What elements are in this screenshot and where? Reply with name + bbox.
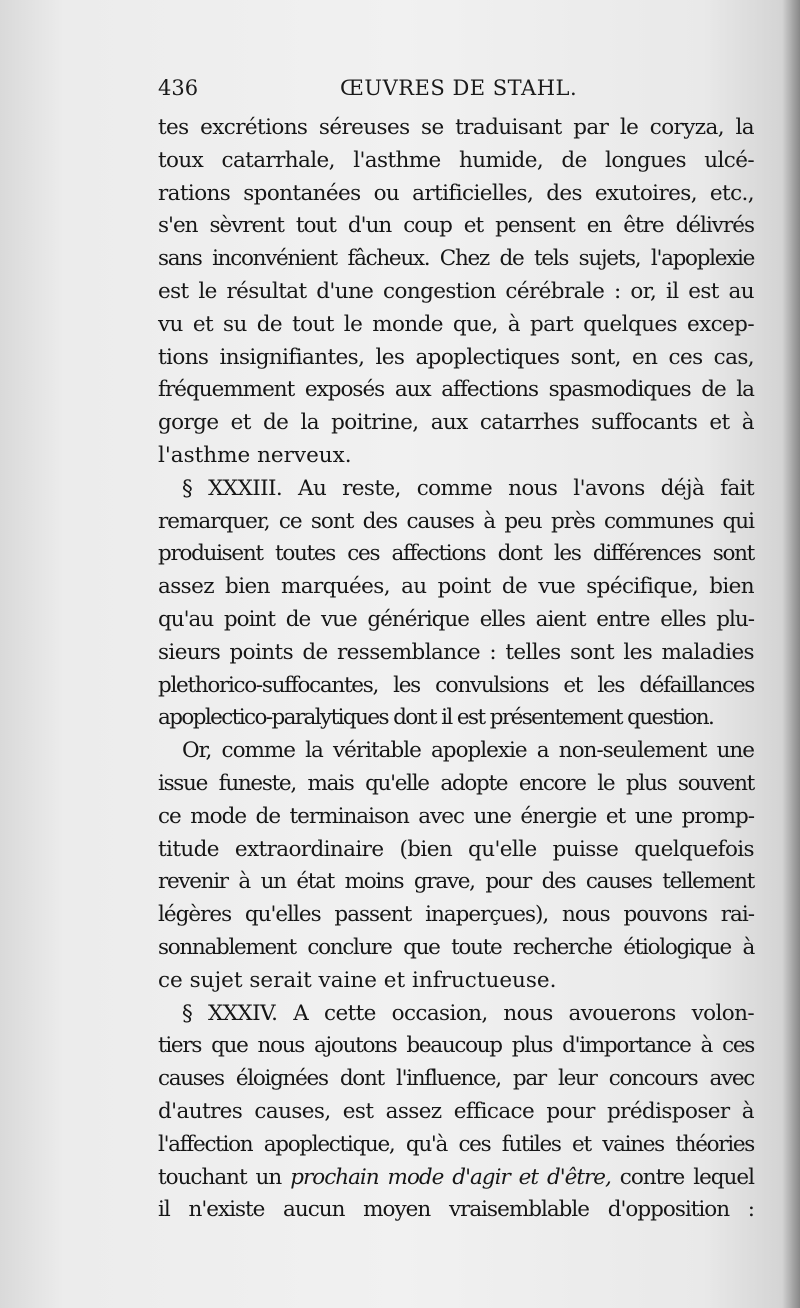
text-line: sans inconvénient fâcheux. Chez de tels sujets, l'apoplexie <box>158 246 754 272</box>
text-line: causes éloignées dont l'influence, par leur concours avec <box>158 1066 754 1092</box>
text-line: d'autres causes, est assez efficace pour prédisposer à <box>158 1098 754 1124</box>
text-line: tes excrétions séreuses se traduisant par le coryza, la <box>158 115 754 140</box>
text-line: produisent toutes ces affections dont les différences sont <box>158 541 754 567</box>
text-line: ce mode de terminaison avec une énergie et une promp- <box>158 803 754 829</box>
text-segment: touchant un <box>158 1164 291 1190</box>
text-line: s'en sèvrent tout d'un coup et pensent en être délivrés <box>158 213 754 239</box>
text-line: assez bien marquées, au point de vue spécifique, bien <box>158 574 754 600</box>
text-segment: contre lequel <box>610 1164 755 1190</box>
text-line: il n'existe aucun moyen vraisemblable d'opposition : <box>158 1197 754 1223</box>
italic-phrase: prochain mode d'agir et d'être, <box>290 1164 611 1190</box>
text-line: sonnablement conclure que toute recherche étiologique à <box>158 934 754 960</box>
text-line: est le résultat d'une congestion cérébrale : or, il est au <box>158 278 754 304</box>
text-line: tions insignifiantes, les apoplectiques sont, en ces cas, <box>158 344 754 370</box>
text-line: toux catarrhale, l'asthme humide, de longues ulcé- <box>158 147 754 173</box>
text-line: l'affection apoplectique, qu'à ces futiles et vaines théories <box>158 1131 754 1157</box>
text-line: vu et su de tout le monde que, à part quelques excep- <box>158 311 754 337</box>
text-line: § XXXIII. Au reste, comme nous l'avons déjà fait <box>182 475 754 501</box>
text-line: issue funeste, mais qu'elle adopte encore le plus souvent <box>158 770 754 796</box>
text-line: sieurs points de ressemblance : telles sont les maladies <box>158 639 754 665</box>
text-line: fréquemment exposés aux affections spasmodiques de la <box>158 377 754 403</box>
text-line: remarquer, ce sont des causes à peu près communes qui <box>158 508 754 534</box>
text-line: ce sujet serait vaine et infructueuse. <box>158 967 557 993</box>
text-line: titude extraordinaire (bien qu'elle puisse quelquefois <box>158 836 754 862</box>
text-line: rations spontanées ou artificielles, des exutoires, etc., <box>158 180 754 206</box>
text-line: qu'au point de vue générique elles aient entre elles plu- <box>158 606 754 632</box>
text-line: revenir à un état moins grave, pour des causes tellement <box>158 869 754 895</box>
text-line: gorge et de la poitrine, aux catarrhes suffocants et à <box>158 410 754 436</box>
text-line: tiers que nous ajoutons beaucoup plus d'importance à ces <box>158 1033 754 1059</box>
running-head: ŒUVRES DE STAHL. <box>340 76 578 100</box>
body-text <box>158 112 754 1227</box>
text-line: plethorico-suffocantes, les convulsions et les défaillances <box>158 672 754 698</box>
page-number: 436 <box>158 76 199 100</box>
text-line: l'asthme nerveux. <box>158 442 352 468</box>
text-line: légères qu'elles passent inaperçues), nous pouvons rai- <box>158 902 754 928</box>
text-line: § XXXIV. A cette occasion, nous avouerons volon- <box>182 1000 754 1026</box>
text-line-with-italic <box>158 1162 754 1195</box>
page-spine-shadow <box>782 0 800 1308</box>
text-line: Or, comme la véritable apoplexie a non-seulement une <box>182 738 754 764</box>
page-header <box>158 70 758 106</box>
text-line: apoplectico-paralytiques dont il est présentement question. <box>158 705 714 731</box>
